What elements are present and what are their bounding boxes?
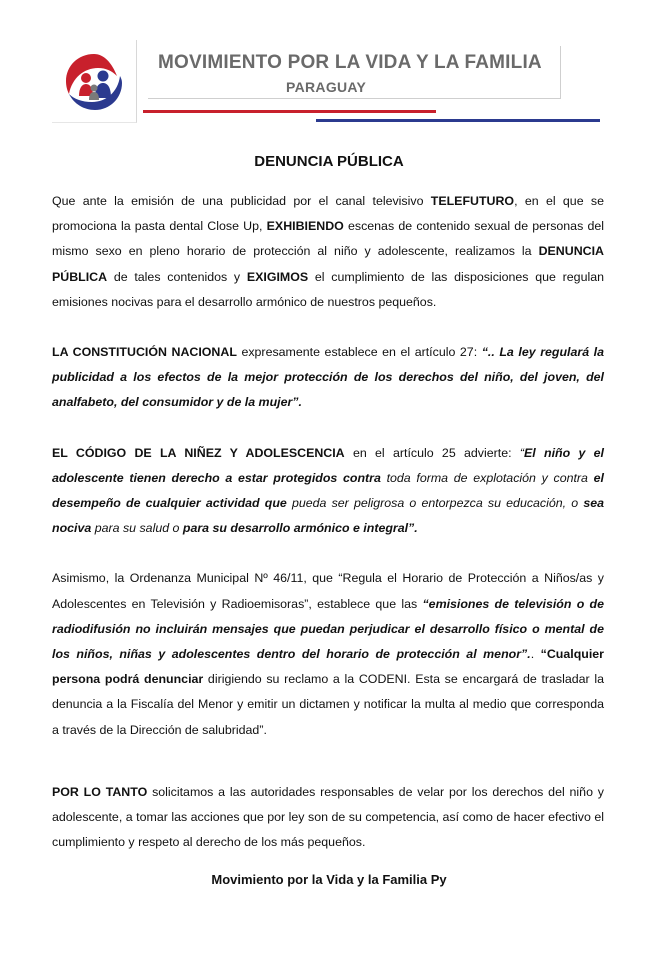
blue-divider bbox=[316, 119, 600, 122]
bold-run: EXHIBIENDO bbox=[266, 219, 344, 234]
bold-italic-run: para su desarrollo armónico e integral”. bbox=[182, 521, 418, 536]
organization-country: PARAGUAY bbox=[286, 79, 367, 95]
organization-logo bbox=[52, 40, 137, 123]
bold-italic-run: “emisiones de televisión o de radiodifusión no incluirán mensajes que puedan perjudicar el desarrollo físico o mental de los niños, niñas y adolescentes dentro del horario de protección al menor”. bbox=[52, 596, 605, 662]
text-run: expresamente establece en el artículo 27: bbox=[236, 345, 482, 360]
text-run: Asimismo, la Ordenanza Municipal Nº 46/11, que “Regula el Horario de Protección a Niños/as y Adolescentes en Televisión y Radioemisoras”, establece que las bbox=[52, 571, 604, 611]
text-run: escenas de contenido sexual de personas del mismo sexo en pleno horario de protección al niño y adolescente, realizamos la bbox=[52, 219, 605, 259]
document-title: DENUNCIA PÚBLICA bbox=[254, 153, 404, 170]
bold-run: DENUNCIA PÚBLICA bbox=[52, 244, 604, 284]
letterhead-title-box bbox=[148, 46, 561, 99]
italic-run: toda forma de explotación y contra bbox=[380, 470, 594, 485]
organization-name: MOVIMIENTO POR LA VIDA Y LA FAMILIA bbox=[158, 52, 542, 73]
bold-run: LA CONSTITUCIÓN NACIONAL bbox=[52, 345, 237, 360]
paragraph-childhood-code bbox=[52, 441, 604, 542]
text-run: de tales contenidos y bbox=[107, 269, 247, 284]
bold-italic-run: El niño y el adolescente tienen derecho a estar protegidos contra bbox=[52, 445, 604, 485]
text-run: el cumplimiento de las disposiciones que regulan emisiones nocivas para el desarrollo armónico de nuestros pequeños. bbox=[52, 269, 604, 309]
bold-italic-run: el desempeño de cualquier actividad que bbox=[52, 470, 604, 511]
text-run: . bbox=[530, 647, 541, 662]
paragraph-ordinance bbox=[52, 566, 604, 742]
text-run: dirigiendo su reclamo a la CODENI. Esta se encargará de trasladar la denuncia a la Fiscalía del Menor y emitir un dictamen y notificar la multa al medio que corresponda a través de la Dirección de salubridad”. bbox=[52, 672, 604, 737]
italic-run: pueda ser peligrosa o entorpezca su educación, o bbox=[286, 496, 584, 511]
paragraph-constitution bbox=[52, 340, 604, 416]
bold-italic-run: “.. La ley regulará la publicidad a los efectos de la mejor protección de los derechos del niño, del joven, del analfabeto, del consumidor y de la mujer”. bbox=[52, 345, 604, 410]
text-run: , en el que se promociona la pasta dental Close Up, bbox=[52, 194, 604, 234]
text-run: Que ante la emisión de una publicidad por el canal televisivo bbox=[52, 194, 431, 208]
bold-run: POR LO TANTO bbox=[52, 784, 148, 799]
paragraph-intro bbox=[52, 189, 604, 315]
bold-italic-run: sea nociva bbox=[52, 496, 604, 536]
signature: Movimiento por la Vida y la Familia Py bbox=[211, 872, 447, 887]
text-run: en el artículo 25 advierte: bbox=[344, 445, 520, 460]
italic-run: para su salud o bbox=[91, 521, 183, 536]
bold-run: EXIGIMOS bbox=[246, 269, 309, 284]
bold-run: EL CÓDIGO DE LA NIÑEZ Y ADOLESCENCIA bbox=[52, 445, 345, 460]
bold-run: TELEFUTURO bbox=[430, 194, 515, 208]
bold-run: “Cualquier persona podrá denunciar bbox=[52, 647, 604, 687]
text-run: solicitamos a las autoridades responsables de velar por los derechos del niño y adolescente, a tomar las acciones que por ley son de su competencia, así como de hacer efectivo el cumplimiento y respeto al derecho de los más pequeños. bbox=[52, 784, 604, 850]
document-body bbox=[52, 189, 604, 855]
italic-run: “ bbox=[519, 445, 524, 460]
red-divider bbox=[143, 110, 436, 113]
family-logo-icon bbox=[60, 48, 128, 114]
letterhead bbox=[0, 0, 658, 135]
paragraph-conclusion bbox=[52, 780, 604, 856]
